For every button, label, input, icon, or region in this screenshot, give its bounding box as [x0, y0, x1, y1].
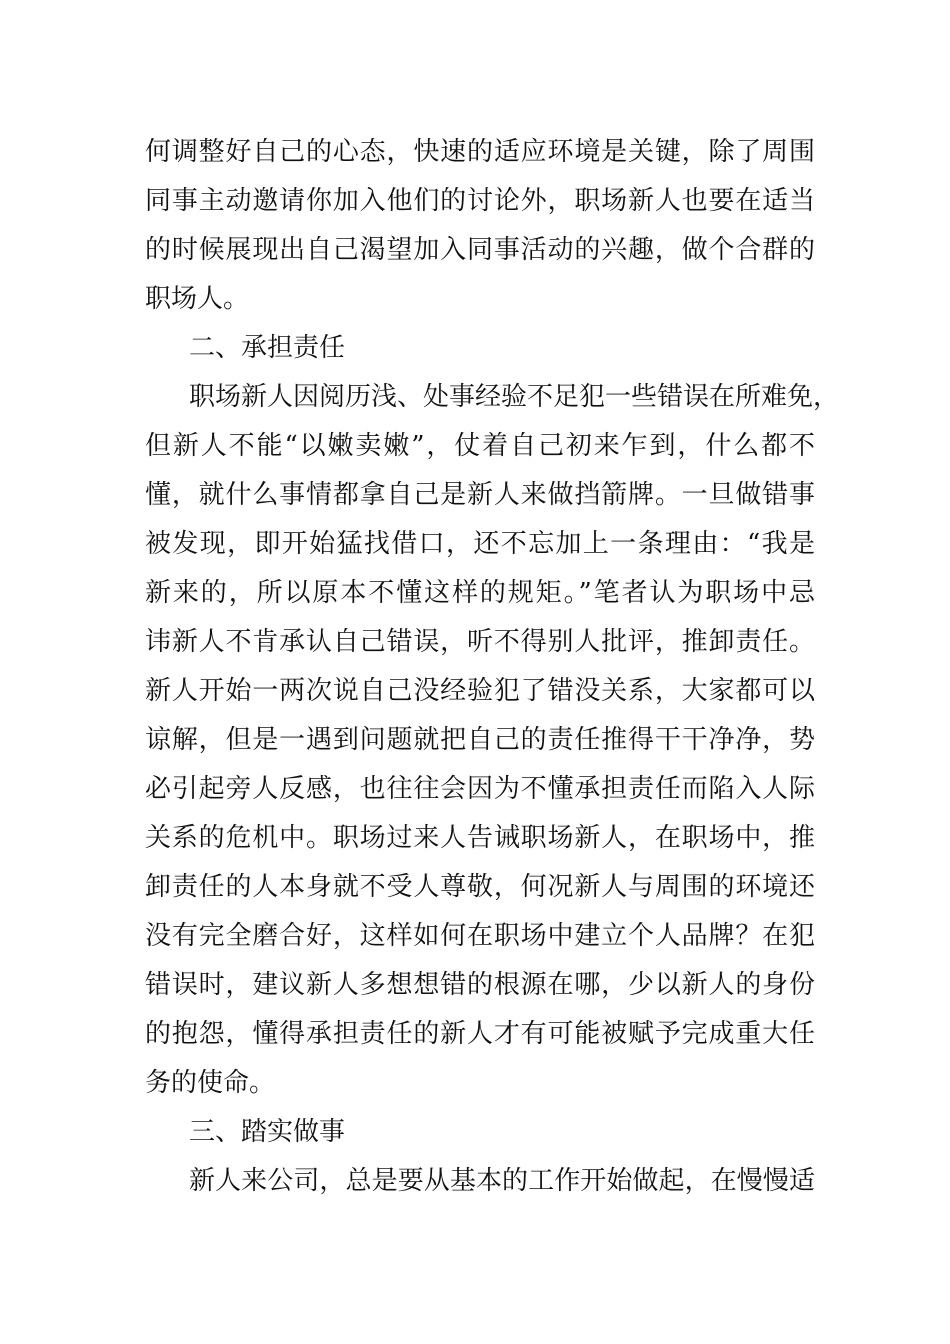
text-line: 的时候展现出自己渴望加入同事活动的兴趣，做个合群的	[145, 235, 815, 265]
text-line: 新人来公司，总是要从基本的工作开始做起，在慢慢适	[189, 1166, 815, 1196]
section-heading-2: 二、承担责任	[189, 333, 346, 363]
text-line: 何调整好自己的心态，快速的适应环境是关键，除了周围	[145, 137, 815, 167]
text-line: 关系的危机中。职场过来人告诫职场新人，在职场中，推	[145, 823, 815, 853]
text-line: 懂，就什么事情都拿自己是新人来做挡箭牌。一旦做错事	[145, 480, 815, 510]
text-line: 新来的，所以原本不懂这样的规矩。”笔者认为职场中忌	[145, 578, 815, 608]
section-heading-3: 三、踏实做事	[189, 1117, 346, 1147]
text-line: 新人开始一两次说自己没经验犯了错没关系，大家都可以	[145, 676, 815, 706]
text-line: 同事主动邀请你加入他们的讨论外，职场新人也要在适当	[145, 186, 815, 216]
text-line: 职场新人因阅历浅、处事经验不足犯一些错误在所难免，	[189, 382, 840, 412]
text-line: 讳新人不肯承认自己错误，听不得别人批评，推卸责任。	[145, 627, 815, 657]
text-line: 的抱怨，懂得承担责任的新人才有可能被赋予完成重大任	[145, 1019, 815, 1049]
text-line: 错误时，建议新人多想想错的根源在哪，少以新人的身份	[145, 970, 815, 1000]
text-line: 务的使命。	[145, 1068, 276, 1098]
text-line: 没有完全磨合好，这样如何在职场中建立个人品牌？在犯	[145, 921, 815, 951]
text-line: 谅解，但是一遇到问题就把自己的责任推得干干净净，势	[145, 725, 815, 755]
document-body	[145, 128, 840, 1206]
text-line: 职场人。	[145, 284, 250, 314]
text-line: 但新人不能“以嫩卖嫩”，仗着自己初来乍到，什么都不	[145, 431, 815, 461]
text-line: 卸责任的人本身就不受人尊敬，何况新人与周围的环境还	[145, 872, 815, 902]
text-line: 被发现，即开始猛找借口，还不忘加上一条理由：“我是	[145, 529, 815, 559]
text-line: 必引起旁人反感，也往往会因为不懂承担责任而陷入人际	[145, 774, 815, 804]
